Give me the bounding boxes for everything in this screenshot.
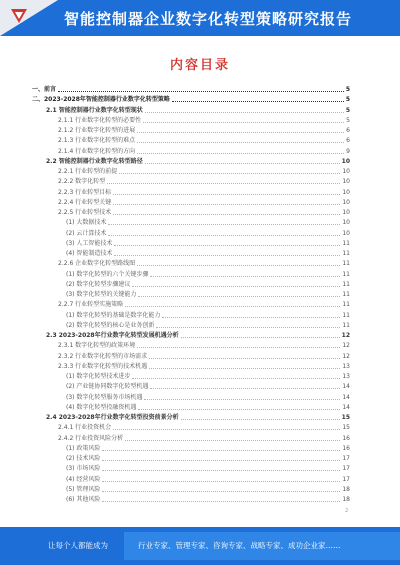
toc-entry[interactable] [32,444,350,454]
toc-leader-dots [102,495,340,502]
footer-slogan-left: 让每个人都能成为 [48,541,108,550]
toc-entry[interactable] [32,382,350,392]
toc-entry[interactable] [32,126,350,136]
toc-entry[interactable] [32,331,350,341]
toc-entry-page: 10 [342,198,350,206]
toc-leader-dots [102,464,340,471]
toc-entry-title: (4) 智能制造技术 [66,250,113,257]
toc-leader-dots [113,198,340,205]
toc-entry[interactable] [32,290,350,300]
toc-leader-dots [145,157,340,164]
toc-leader-dots [137,126,344,133]
toc-leader-dots [102,454,340,461]
toc-entry-page: 10 [342,209,350,216]
toc-entry-page: 17 [342,465,350,473]
toc-entry-title: 2.2.7 行业转型实施策略 [58,301,124,309]
toc-entry-title: 2.3 2023-2028年行业数字化转型发展机遇分析 [46,332,179,339]
toc-entry-title: (1) 数字化转型的六个关键步骤 [66,270,149,278]
toc-entry-title: 2.3.2 行业数字化转型的市场需求 [58,352,148,360]
toc-leader-dots [172,95,344,102]
toc-leader-dots [138,290,340,297]
toc-entry-page: 11 [342,239,350,247]
footer-slogan-right: 行业专家、管理专家、咨询专家、战略专家、成功企业家…… [138,541,341,550]
toc-entry[interactable] [32,403,350,413]
toc-leader-dots [102,444,340,451]
toc-entry-title: (5) 管理风险 [66,485,101,493]
toc-entry-page: 10 [342,229,350,237]
toc-entry-page: 16 [342,434,350,442]
toc-entry[interactable] [32,321,350,331]
toc-entry-page: 10 [341,157,350,165]
toc-leader-dots [107,177,340,184]
toc-leader-dots [156,321,340,328]
toc-entry-title: (2) 云计算技术 [66,229,107,237]
toc-entry-title: 2.4.2 行业投资风险分析 [58,434,124,442]
toc-entry[interactable] [32,423,350,433]
toc-leader-dots [125,300,340,307]
toc-entry[interactable] [32,352,350,362]
toc-leader-dots [162,311,340,318]
toc-entry-title: 2.1 智能控制器行业数字化转型现状 [46,106,143,114]
toc-entry[interactable] [32,341,350,351]
report-title: 智能控制器企业数字化转型策略研究报告 [64,10,353,28]
toc-entry-title: 2.4.1 行业投资机会 [58,424,112,432]
toc-entry-page: 17 [342,455,350,462]
toc-entry-page: 6 [346,127,350,134]
toc-leader-dots [102,485,340,492]
toc-entry-title: 2.2 智能控制器行业数字化转型路径 [46,157,143,165]
toc-entry-page: 12 [341,332,350,339]
toc-entry-title: 2.2.5 行业转型技术 [58,209,112,216]
toc-entry-title: 2.1.2 行业数字化转型的进展 [58,127,136,134]
toc-entry[interactable] [32,95,350,105]
toc-entry-page: 11 [342,321,350,329]
toc-leader-dots [113,188,340,195]
toc-leader-dots [137,147,344,154]
toc-entry-title: (2) 数字化转型的核心是业务创新 [66,321,155,329]
toc-leader-dots [132,372,340,379]
toc-entry-page: 16 [342,444,350,452]
toc-entry-title: 二、2023-2028年智能控制器行业数字化转型策略 [32,96,170,104]
toc-leader-dots [113,208,340,215]
toc-entry[interactable] [32,167,350,177]
toc-leader-dots [149,362,340,369]
toc-entry-title: (3) 数字化转型服务市场机遇 [66,393,143,401]
toc-leader-dots [137,259,340,266]
toc-entry-page: 11 [342,250,350,257]
toc-entry-page: 10 [342,219,350,227]
toc-entry[interactable] [32,188,350,198]
toc-entry[interactable] [32,454,350,464]
toc-entry[interactable] [32,157,350,167]
toc-entry[interactable] [32,413,350,423]
toc-entry-page: 9 [346,147,350,155]
toc-entry[interactable] [32,393,350,403]
toc-entry-title: (1) 大数据技术 [66,219,107,227]
toc-entry-page: 12 [342,352,350,360]
toc-leader-dots [108,229,340,236]
toc-entry-title: 2.1.1 行业数字化转型的必要性 [58,116,142,124]
toc-entry-page: 11 [342,291,350,298]
toc-entry[interactable] [32,300,350,310]
toc-entry[interactable] [32,249,350,259]
toc-entry-title: (2) 产业链协同数字化转型机遇 [66,383,149,391]
footer-slogan-panel [124,532,400,560]
toc-entry-page: 18 [342,496,350,503]
toc-entry-page: 10 [342,168,350,175]
toc-entry-title: 2.4 2023-2028年行业数字化转型投资前景分析 [46,414,179,421]
toc-leader-dots [58,85,344,92]
toc-entry[interactable] [32,362,350,372]
toc-entry[interactable] [32,485,350,495]
toc-entry-title: 一、前言 [32,86,57,93]
toc-entry[interactable] [32,270,350,280]
toc-entry-title: (3) 数字化转型的关键能力 [66,291,137,298]
toc-entry-page: 15 [341,414,350,421]
toc-entry[interactable] [32,280,350,290]
toc-leader-dots [181,413,340,420]
toc-entry-title: 2.2.4 行业转型关键 [58,198,112,206]
toc-leader-dots [102,475,340,482]
toc-leader-dots [137,136,344,143]
toc-entry-title: (2) 技术风险 [66,455,101,462]
toc-entry-page: 10 [342,188,350,196]
toc-entry-title: 2.3.1 数字化转型的政策环境 [58,342,136,350]
toc-leader-dots [125,434,340,441]
toc-leader-dots [137,341,340,348]
toc-leader-dots [144,393,340,400]
toc-leader-dots [181,331,340,338]
toc-entry-page: 5 [345,106,350,114]
toc-leader-dots [149,352,340,359]
toc-entry[interactable] [32,218,350,228]
page-number: 2 [345,508,349,514]
toc-leader-dots [150,270,340,277]
toc-entry[interactable] [32,372,350,382]
toc-entry-title: 2.2.1 行业转型的前提 [58,168,118,175]
brand-logo-icon [8,5,30,27]
toc-entry[interactable] [32,116,350,126]
toc-entry-page: 17 [342,475,350,483]
toc-entry-page: 5 [345,96,350,104]
toc-entry-page: 5 [345,86,350,93]
toc-entry-title: 2.2.2 数字化转型 [58,178,106,186]
toc-entry-page: 13 [342,373,350,380]
toc-leader-dots [113,423,340,430]
toc-leader-dots [114,239,340,246]
toc-entry-page: 11 [342,260,350,268]
toc-entry-title: 2.2.3 行业转型目标 [58,188,112,196]
toc-entry-title: (1) 政策风险 [66,444,101,452]
toc-heading: 内容目录 [169,58,230,73]
toc-entry-page: 12 [342,342,350,350]
toc-entry[interactable] [32,229,350,239]
toc-leader-dots [138,403,340,410]
toc-entry-page: 6 [346,137,350,145]
page-header [0,0,400,36]
toc-entry[interactable] [32,136,350,146]
toc-leader-dots [132,280,340,287]
toc-entry[interactable] [32,177,350,187]
toc-entry-page: 14 [342,383,350,391]
toc-leader-dots [114,249,340,256]
toc-entry-page: 14 [342,393,350,401]
toc-entry-title: (3) 市场风险 [66,465,101,473]
toc-entry[interactable] [32,495,350,505]
toc-entry[interactable] [32,106,350,116]
toc-entry-page: 18 [342,485,350,493]
toc-leader-dots [119,167,340,174]
toc-entry[interactable] [32,147,350,157]
toc-entry[interactable] [32,434,350,444]
page-footer [0,527,400,565]
toc-leader-dots [108,218,340,225]
toc-entry-title: (3) 人工智能技术 [66,239,113,247]
toc-entry-page: 11 [342,311,350,319]
toc-entry-title: (1) 数字化转型技术进步 [66,373,131,380]
toc-leader-dots [150,382,340,389]
toc-entry[interactable] [32,475,350,485]
toc-leader-dots [145,106,344,113]
toc-entry-page: 15 [342,424,350,432]
toc-entry-title: 2.2.6 企业数字化转型路线图 [58,260,136,268]
toc-entry[interactable] [32,259,350,269]
toc-entry[interactable] [32,198,350,208]
toc-entry-title: (2) 数字化转型步骤建议 [66,280,131,288]
toc-entry-title: 2.1.4 行业数字化转型的方向 [58,147,136,155]
toc-entry-title: 2.1.3 行业数字化转型的难点 [58,137,136,145]
toc-entry[interactable] [32,311,350,321]
toc-entry-page: 11 [342,280,350,288]
toc-entry-page: 5 [346,116,350,124]
toc-entry[interactable] [32,85,350,95]
toc-entry-title: (4) 经营风险 [66,475,101,483]
table-of-contents [32,85,350,505]
toc-entry[interactable] [32,239,350,249]
toc-entry-title: (1) 数字化转型的基础是数字化能力 [66,311,161,319]
toc-entry-page: 13 [342,362,350,370]
toc-entry[interactable] [32,464,350,474]
toc-entry-page: 10 [342,178,350,186]
toc-entry-page: 11 [342,270,350,278]
toc-leader-dots [143,116,344,123]
toc-entry-title: 2.3.3 行业数字化转型的技术机遇 [58,362,148,370]
toc-entry[interactable] [32,208,350,218]
toc-entry-title: (4) 数字化转型投融资机遇 [66,403,137,411]
toc-entry-page: 11 [342,301,350,309]
toc-entry-title: (6) 其他风险 [66,496,101,503]
toc-entry-page: 14 [342,403,350,411]
